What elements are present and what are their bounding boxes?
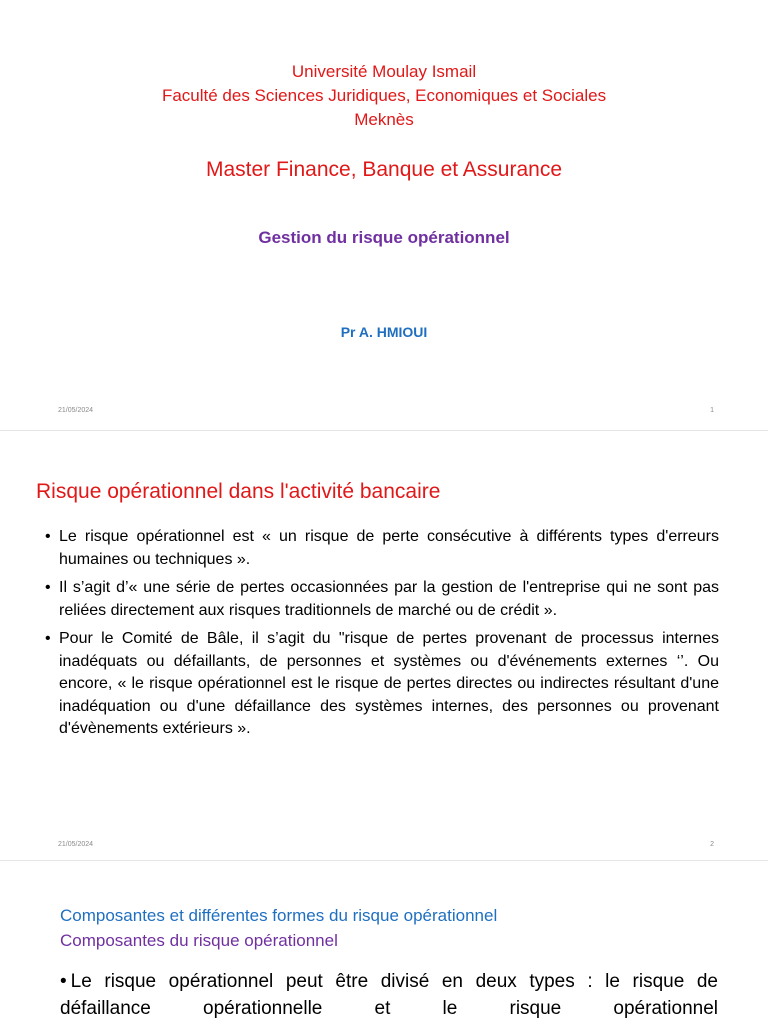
slide-3: [0, 860, 768, 1024]
bullet-item: [45, 577, 719, 622]
bullet-item: [45, 628, 719, 741]
section-heading: Composantes et différentes formes du risque opérationnel: [60, 906, 498, 925]
professor-name: Pr A. HMIOUI: [340, 324, 428, 340]
bullet-text: Il s’agit d’« une série de pertes occasionnées par la gestion de l'entreprise qui ne sont pas reliées directement aux risques traditionnels de marché ou de crédit ».: [59, 579, 719, 619]
city-name: Meknès: [354, 110, 414, 129]
slide-title: Risque opérationnel dans l'activité bancaire: [36, 480, 441, 503]
slide-number: 1: [710, 407, 714, 414]
bullet-text: Le risque opérationnel est « un risque de perte consécutive à différents types d'erreurs humaines ou techniques ».: [59, 528, 719, 568]
bullet-text: Pour le Comité de Bâle, il s’agit du "risque de pertes provenant de processus internes inadéquats ou défaillants, de personnes et systèmes ou d'événements externes ‘’. Ou encore, « le risque opérationnel est le risque de pertes directes ou indirectes résultant d'une inadéquation ou d'une défaillance des systèmes internes, des personnes ou provenant d'évènements extérieurs ».: [59, 630, 719, 737]
bullet-text: Le risque opérationnel peut être divisé en deux types : le risque de défaillance opérationnelle et le risque opérationnel: [60, 971, 718, 1019]
bullet-icon: •: [45, 579, 51, 596]
slide-date: 21/05/2024: [58, 407, 94, 414]
bullet-icon: •: [60, 971, 67, 992]
course-title: Gestion du risque opérationnel: [258, 228, 510, 247]
master-title: Master Finance, Banque et Assurance: [205, 158, 563, 181]
bullet-item: [45, 526, 719, 571]
slide-number: 2: [710, 841, 714, 848]
bullet-icon: •: [45, 630, 51, 647]
bullet-icon: •: [45, 528, 51, 545]
subsection-heading: Composantes du risque opérationnel: [60, 931, 338, 950]
university-name: Université Moulay Ismail: [291, 62, 477, 81]
slide-date: 21/05/2024: [58, 841, 94, 848]
slide-1: [0, 0, 768, 430]
slide-2: [0, 430, 768, 860]
faculty-name: Faculté des Sciences Juridiques, Economiques et Sociales: [161, 86, 607, 105]
bullet-list: [45, 526, 719, 747]
bullet-item: [60, 968, 718, 1022]
